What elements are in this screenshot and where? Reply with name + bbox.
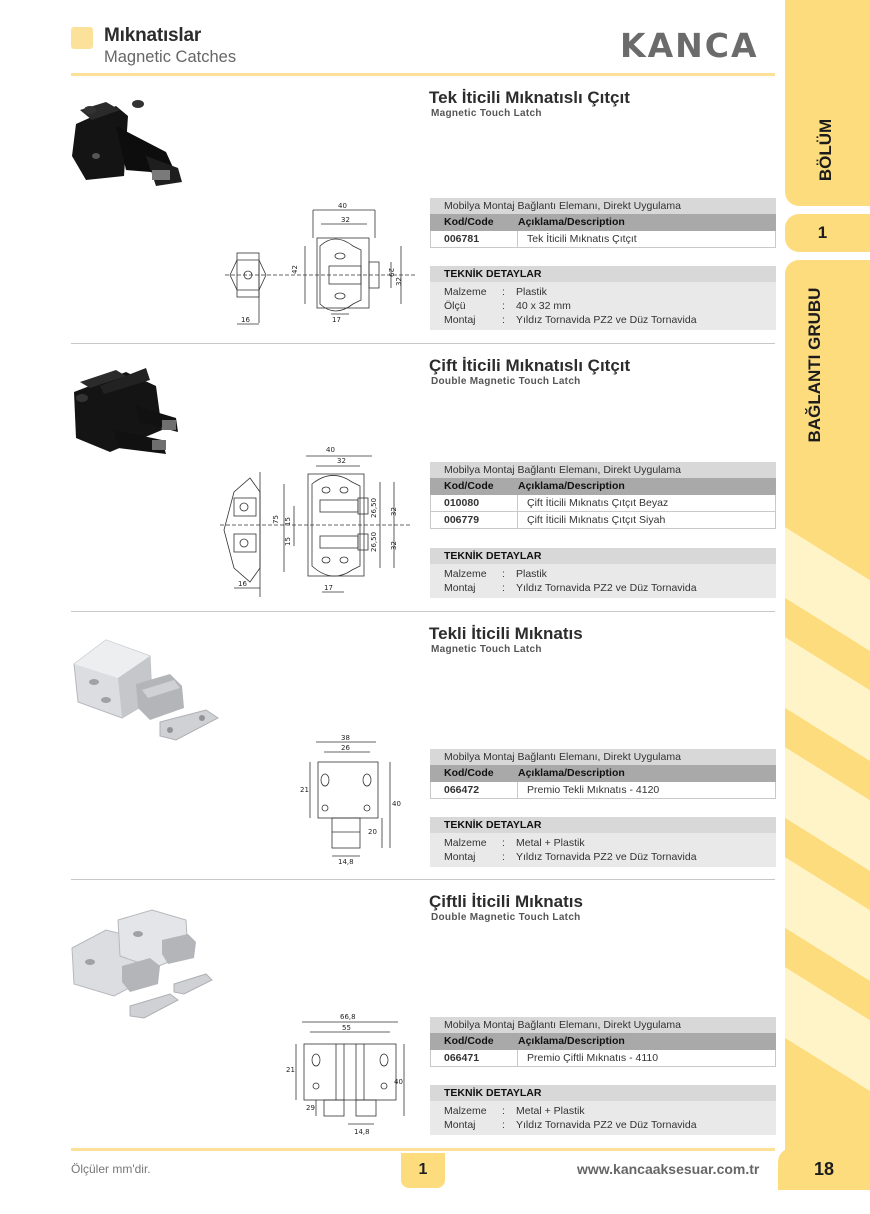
- product-photo-double-magnet: [66, 906, 226, 1026]
- dim-label: 26,50: [370, 531, 378, 552]
- code-header: Kod/Code: [444, 767, 494, 779]
- tech-details: [430, 548, 776, 598]
- brand-logo: KANCA: [620, 26, 759, 65]
- header-marker: [71, 27, 93, 49]
- page-title: Mıknatıslar: [104, 25, 202, 46]
- dim-label: 29: [306, 1104, 315, 1112]
- section-page-number: 1: [401, 1153, 445, 1188]
- table-row: [430, 782, 776, 799]
- table-category: Mobilya Montaj Bağlantı Elemanı, Direkt Uygulama: [430, 462, 776, 478]
- product-photo-single-magnet: [66, 630, 226, 750]
- tech-details: [430, 817, 776, 867]
- header-divider: [71, 73, 775, 76]
- table-category: Mobilya Montaj Bağlantı Elemanı, Direkt Uygulama: [430, 198, 776, 214]
- side-tab-section: [785, 0, 870, 206]
- product-desc: Premio Tekli Mıknatıs - 4120: [527, 784, 660, 796]
- desc-header: Açıklama/Description: [518, 216, 625, 228]
- table-category: Mobilya Montaj Bağlantı Elemanı, Direkt Uygulama: [430, 749, 776, 765]
- dim-label: 40: [392, 800, 401, 808]
- tech-row: Malzeme : Plastik: [444, 286, 547, 298]
- product-code: 066471: [431, 1050, 518, 1066]
- product-photo-double-latch: [66, 366, 196, 466]
- desc-header: Açıklama/Description: [518, 480, 625, 492]
- tech-details: [430, 266, 776, 330]
- dim-label: 26,50: [370, 497, 378, 518]
- dim-label: 15: [284, 537, 292, 546]
- dim-label: 32: [395, 277, 403, 286]
- dim-label: 14,8: [354, 1128, 370, 1136]
- side-tab-group-label: BAĞLANTI GRUBU: [805, 287, 824, 443]
- page-subtitle: Magnetic Catches: [104, 48, 237, 66]
- dim-label: 21: [300, 786, 309, 794]
- code-header: Kod/Code: [444, 480, 494, 492]
- product-desc: Tek İticili Mıknatıs Çıtçıt: [527, 233, 637, 245]
- website-link[interactable]: www.kancaaksesuar.com.tr: [577, 1161, 760, 1177]
- tech-row: Malzeme : Metal + Plastik: [444, 1105, 585, 1117]
- tech-header: TEKNİK DETAYLAR: [430, 266, 776, 282]
- product-table: [430, 1017, 776, 1067]
- dim-label: 20: [368, 828, 377, 836]
- table-row: [430, 231, 776, 248]
- product-subtitle: Double Magnetic Touch Latch: [431, 376, 581, 387]
- dim-label: 32: [390, 541, 398, 550]
- code-header: Kod/Code: [444, 216, 494, 228]
- table-category: Mobilya Montaj Bağlantı Elemanı, Direkt Uygulama: [430, 1017, 776, 1033]
- side-tab-section-label: BÖLÜM: [816, 118, 835, 182]
- dim-label: 14,8: [338, 858, 354, 866]
- tech-row: Montaj : Yıldız Tornavida PZ2 ve Düz Tornavida: [444, 582, 697, 594]
- footer-note: Ölçüler mm'dir.: [71, 1162, 151, 1176]
- desc-header: Açıklama/Description: [518, 767, 625, 779]
- tech-row: Ölçü : 40 x 32 mm: [444, 300, 571, 312]
- dim-label: 40: [326, 446, 335, 454]
- technical-drawing-double-magnet: [286, 1008, 414, 1138]
- technical-drawing-single-magnet: [298, 728, 414, 868]
- product-title: Tek İticili Mıknatıslı Çıtçıt: [429, 88, 630, 107]
- code-header: Kod/Code: [444, 1035, 494, 1047]
- dim-label: 32: [337, 457, 346, 465]
- product-title: Tekli İticili Mıknatıs: [429, 624, 583, 643]
- tech-row: Montaj : Yıldız Tornavida PZ2 ve Düz Tornavida: [444, 1119, 697, 1131]
- product-code: 006781: [431, 231, 518, 247]
- dim-label: 55: [342, 1024, 351, 1032]
- dim-label: 17: [332, 316, 341, 324]
- dim-label: 42: [291, 265, 299, 274]
- product-subtitle: Double Magnetic Touch Latch: [431, 912, 581, 923]
- dim-label: 16: [238, 580, 247, 588]
- product-title: Çift İticili Mıknatıslı Çıtçıt: [429, 356, 631, 375]
- section-divider: [71, 611, 775, 612]
- product-photo-single-latch: [66, 96, 196, 196]
- page-number: 18: [778, 1148, 870, 1190]
- product-subtitle: Magnetic Touch Latch: [431, 108, 542, 119]
- dim-label: 40: [394, 1078, 403, 1086]
- product-code: 066472: [431, 782, 518, 798]
- dim-label: 75: [272, 515, 280, 524]
- dim-label: 38: [341, 734, 350, 742]
- dim-label: 40: [338, 202, 347, 210]
- side-tab-number: 1: [817, 223, 828, 242]
- product-code: 010080: [431, 495, 518, 511]
- tech-header: TEKNİK DETAYLAR: [430, 1085, 776, 1101]
- dim-label: 66,8: [340, 1013, 356, 1021]
- table-row: [430, 1050, 776, 1067]
- side-tab-group: [785, 260, 870, 1150]
- technical-drawing-double-latch: [220, 442, 415, 602]
- tech-row: Montaj : Yıldız Tornavida PZ2 ve Düz Tornavida: [444, 851, 697, 863]
- technical-drawing-single-latch: [225, 198, 425, 333]
- table-row: [430, 512, 776, 529]
- product-table: [430, 462, 776, 529]
- footer-divider: [71, 1148, 775, 1151]
- product-desc: Premio Çiftli Mıknatıs - 4110: [527, 1052, 659, 1064]
- dim-label: 32: [390, 507, 398, 516]
- section-divider: [71, 879, 775, 880]
- product-desc: Çift İticili Mıknatıs Çıtçıt Siyah: [527, 514, 666, 526]
- table-header: [430, 214, 776, 231]
- tech-row: Malzeme : Plastik: [444, 568, 547, 580]
- product-table: [430, 198, 776, 248]
- table-row: [430, 495, 776, 512]
- product-title: Çiftli İticili Mıknatıs: [429, 892, 583, 911]
- product-table: [430, 749, 776, 799]
- tech-header: TEKNİK DETAYLAR: [430, 548, 776, 564]
- tech-row: Malzeme : Metal + Plastik: [444, 837, 585, 849]
- tech-row: Montaj : Yıldız Tornavida PZ2 ve Düz Tornavida: [444, 314, 697, 326]
- table-header: [430, 765, 776, 782]
- tech-details: [430, 1085, 776, 1135]
- dim-label: 16: [241, 316, 250, 324]
- tech-header: TEKNİK DETAYLAR: [430, 817, 776, 833]
- product-desc: Çift İticili Mıknatıs Çıtçıt Beyaz: [527, 497, 669, 509]
- dim-label: 17: [324, 584, 333, 592]
- dim-label: 26: [341, 744, 350, 752]
- desc-header: Açıklama/Description: [518, 1035, 625, 1047]
- dim-label: 21: [286, 1066, 295, 1074]
- section-divider: [71, 343, 775, 344]
- dim-label: 15: [284, 517, 292, 526]
- dim-label: 32: [341, 216, 350, 224]
- table-header: [430, 1033, 776, 1050]
- product-subtitle: Magnetic Touch Latch: [431, 644, 542, 655]
- product-code: 006779: [431, 512, 518, 528]
- dim-label: 29: [387, 268, 395, 277]
- table-header: [430, 478, 776, 495]
